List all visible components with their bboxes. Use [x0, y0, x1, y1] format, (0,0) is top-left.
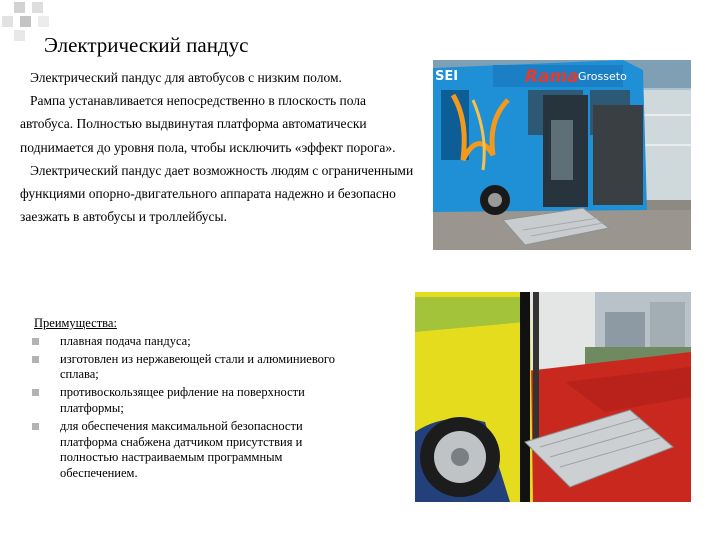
- photo-bus-ramp-red-carpet: [415, 292, 691, 502]
- description: [20, 66, 420, 228]
- bus-lettering-2: Grosseto: [578, 70, 627, 83]
- list-item: противоскользящее рифление на поверхности платформы;: [30, 385, 350, 417]
- paragraph-1: Электрический пандус для автобусов с низким полом.: [30, 70, 342, 85]
- advantages-heading: Преимущества:: [34, 316, 117, 330]
- bullet-icon: [32, 423, 39, 430]
- paragraph-3: Электрический пандус дает возможность людям с ограниченными функциями опорно-двигательного аппарата надежно и безопасно заезжать в автобусы и троллейбусы.: [20, 162, 414, 225]
- list-item: плавная подача пандуса;: [30, 334, 350, 350]
- advantages-block: [30, 316, 350, 484]
- bus-lettering: Rama: [525, 67, 579, 87]
- advantages-list: [30, 334, 350, 482]
- photo-bus-ramp-blue: [433, 60, 691, 250]
- paragraph-2: Рампа устанавливается непосредственно в плоскость пола автобуса. Полностью выдвинутая платформа автоматически поднимается до уровня пола, чтобы исключить «эффект порога».: [20, 93, 396, 155]
- slide-title: Электрический пандус: [44, 33, 249, 57]
- bullet-icon: [32, 389, 39, 396]
- list-item: для обеспечения максимальной безопасности платформа снабжена датчиком присутствия и полностью настраиваемым программным обеспечением.: [30, 419, 350, 482]
- bullet-icon: [32, 356, 39, 363]
- building-lettering: SEI: [435, 69, 459, 84]
- bullet-icon: [32, 338, 39, 345]
- list-item: изготовлен из нержавеющей стали и алюминиевого сплава;: [30, 352, 350, 384]
